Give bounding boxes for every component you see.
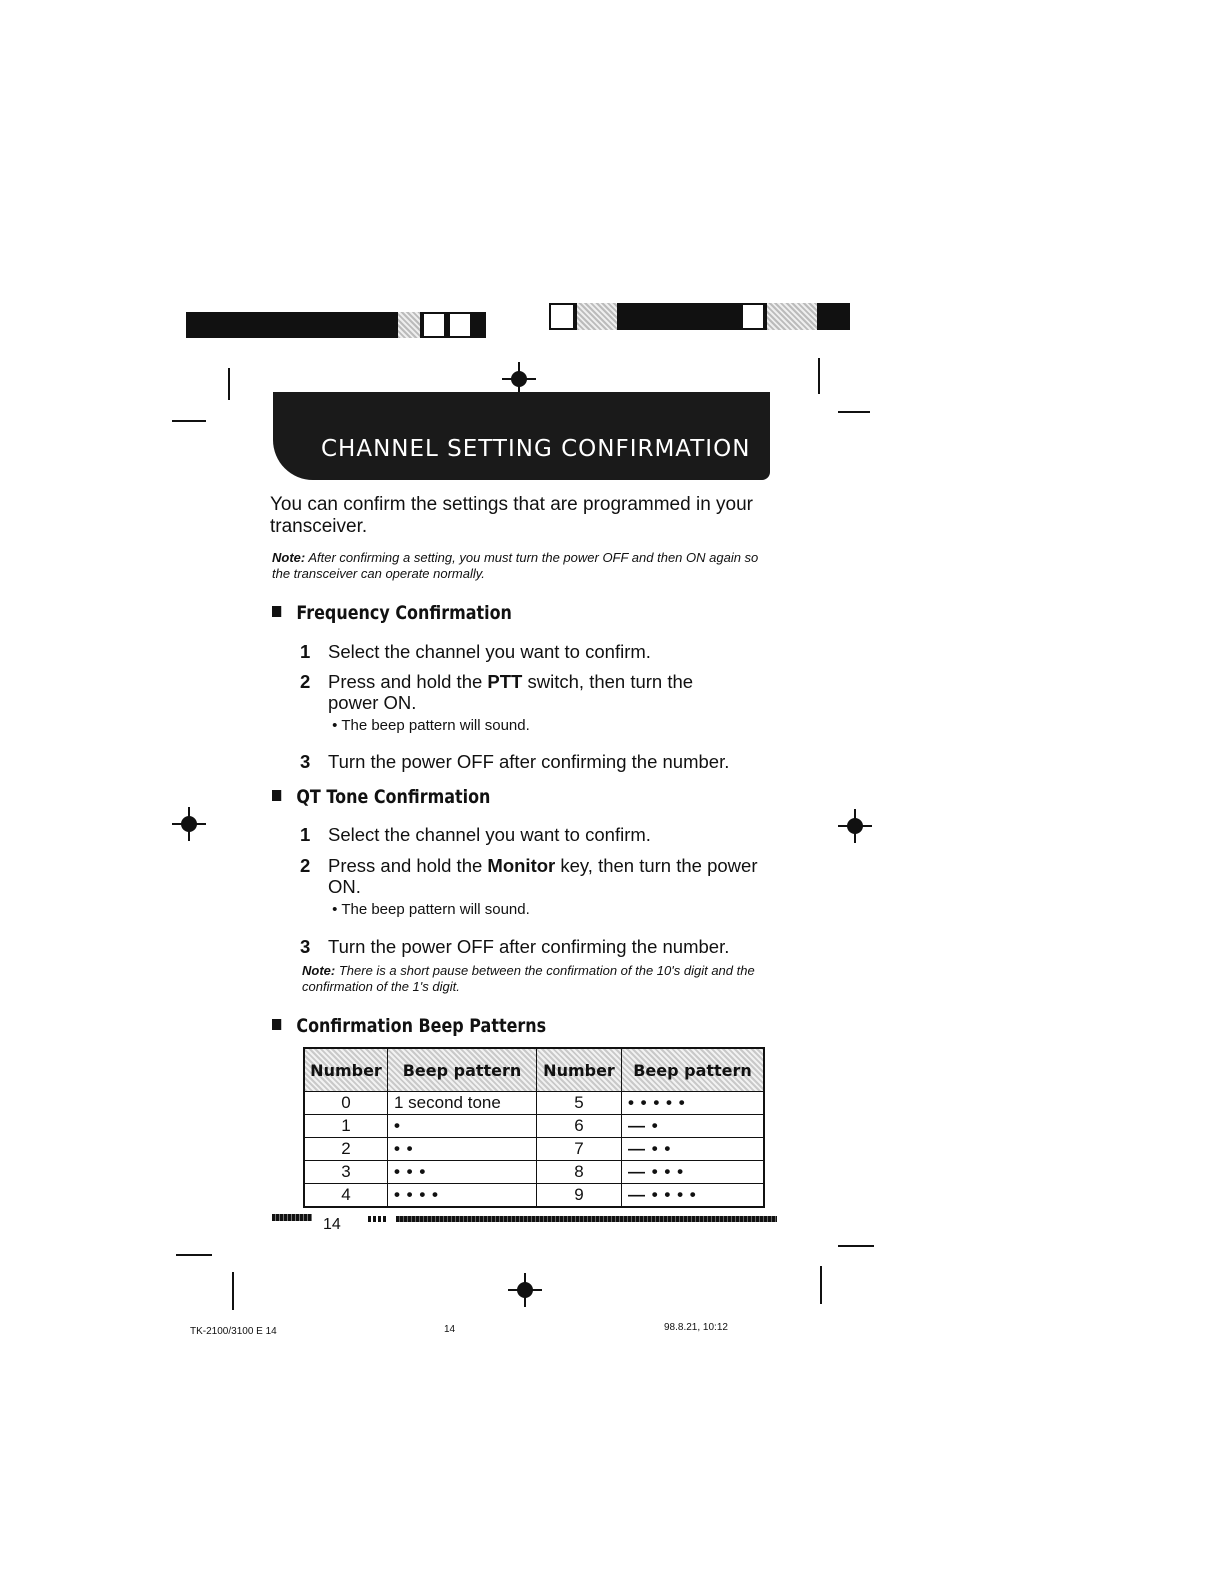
column-header: Number (537, 1048, 622, 1092)
print-bar-left (186, 312, 486, 338)
footer-marker (368, 1216, 386, 1222)
step: 3 Turn the power OFF after confirming the number. (300, 751, 730, 772)
crop-mark (820, 1266, 822, 1304)
square-bullet-icon (272, 1019, 281, 1030)
step: 1 Select the channel you want to confirm. (300, 824, 651, 845)
page-title: CHANNEL SETTING CONFIRMATION (321, 436, 751, 462)
table-row: 0 1 second tone 5 • • • • • (304, 1092, 764, 1115)
column-header: Beep pattern (622, 1048, 765, 1092)
table-row: 4 • • • • 9 — • • • • (304, 1184, 764, 1208)
column-header: Beep pattern (388, 1048, 537, 1092)
note-pause (302, 963, 762, 995)
registration-mark-left (172, 807, 206, 841)
page-number: 14 (323, 1216, 341, 1233)
table-row: 2 • • 7 — • • (304, 1138, 764, 1161)
crop-mark (818, 358, 820, 394)
note-text: After confirming a setting, you must turn the power OFF and then ON again so the transceiver can operate normally. (272, 550, 759, 581)
crop-mark (228, 368, 230, 400)
section-heading-frequency: Frequency Confirmation (272, 602, 512, 624)
table-row: 1 • 6 — • (304, 1115, 764, 1138)
intro-text: You can confirm the settings that are programmed in your transceiver. (270, 494, 753, 537)
section-heading-qt: QT Tone Confirmation (272, 786, 490, 808)
registration-mark-bottom (508, 1273, 542, 1307)
crop-mark (232, 1272, 234, 1310)
print-model-code: TK-2100/3100 E 14 (190, 1326, 277, 1337)
note-label: Note: (272, 550, 306, 565)
print-page-code: 14 (444, 1324, 456, 1335)
note-label: Note: (302, 963, 336, 978)
print-timestamp: 98.8.21, 10:12 (664, 1322, 728, 1333)
step: 1 Select the channel you want to confirm. (300, 641, 651, 662)
square-bullet-icon (272, 606, 281, 617)
square-bullet-icon (272, 790, 281, 801)
crop-mark (838, 1245, 874, 1247)
note-power (272, 550, 772, 582)
step: 3 Turn the power OFF after confirming the number. (300, 936, 730, 957)
step: 2 Press and hold the Monitor key, then turn the power ON. • The beep pattern will sound. (300, 855, 758, 918)
registration-mark-top (502, 362, 536, 396)
section-heading-beep: Confirmation Beep Patterns (272, 1015, 546, 1037)
crop-mark (838, 411, 870, 413)
registration-mark-right (838, 809, 872, 843)
beep-pattern-table (303, 1047, 765, 1208)
column-header: Number (304, 1048, 388, 1092)
note-text: There is a short pause between the confirmation of the 10's digit and the confirmation of the 1's digit. (302, 963, 755, 994)
table-header-row (304, 1048, 764, 1092)
print-bar-right (549, 303, 850, 330)
section-banner (273, 392, 770, 480)
footer-rule (396, 1216, 777, 1222)
crop-mark (176, 1254, 212, 1256)
footer-marker (272, 1214, 312, 1221)
crop-mark (172, 420, 206, 422)
step: 2 Press and hold the PTT switch, then turn the power ON. • The beep pattern will sound. (300, 671, 694, 734)
table-row: 3 • • • 8 — • • • (304, 1161, 764, 1184)
